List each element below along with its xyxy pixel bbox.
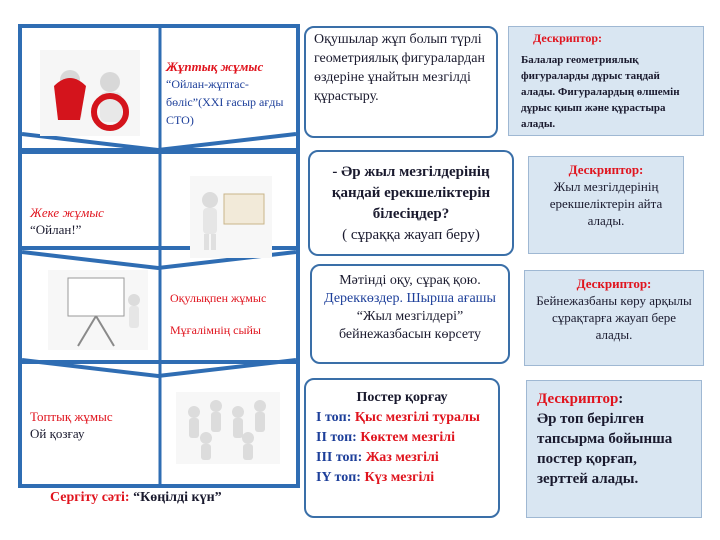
row1-sub-text: “Ойлан-жұптас-бөліс”(XXI ғасыр ағды СТО): [166, 77, 284, 127]
row3-line3: “Жыл мезгілдері” бейнежазбасын көрсету: [338, 309, 482, 342]
row3-line2: Дереккөздер. Шырша ағашы: [324, 291, 496, 306]
row3-desc-body: Бейнежазбаны көру арқылы сұрақтарға жауап бере алады.: [536, 293, 692, 342]
row4-task-box: [304, 378, 500, 518]
row2-desc-title: Дескриптор:: [568, 162, 644, 177]
row4-desc-title: Дескриптор: [537, 391, 619, 407]
row3-left-title: [170, 290, 300, 338]
group-list: [316, 408, 488, 488]
row2-title-text: Жеке жұмыс: [30, 205, 104, 220]
row3-descriptor-box: [524, 270, 704, 366]
presenter-icon: [190, 176, 272, 258]
red-figures-icon: [40, 50, 140, 136]
row3-title-text: Оқулықпен жұмыс: [170, 291, 267, 305]
row4-left-title: [30, 408, 160, 442]
presenter-board-image: [190, 176, 272, 258]
row3-sub-text: Мұғалімнің сыйы: [170, 323, 261, 337]
footer-value: “Көңілді күн”: [133, 490, 222, 505]
row1-left-title: [166, 58, 296, 129]
row4-title-text: Топтық жұмыс: [30, 409, 113, 424]
row3-line1: Мәтінді оқу, сұрақ қою.: [339, 273, 481, 288]
row1-desc-title: Дескриптор:: [533, 31, 603, 45]
row4-desc-title-line: [537, 389, 691, 409]
row4-descriptor-box: [526, 380, 702, 518]
row2-dash: -: [332, 164, 342, 180]
row3-desc-title: Дескриптор:: [576, 276, 652, 291]
teamwork-figures-image: [40, 50, 140, 136]
group-people-icon: [176, 392, 280, 464]
easel-board-image: [48, 270, 148, 350]
row3-task-box: [310, 264, 510, 364]
group-item: II топ: Көктем мезгілі: [316, 430, 456, 445]
row1-title-text: Жұптық жұмыс: [166, 59, 264, 74]
row2-desc-body: Жыл мезгілдерінің ерекшеліктерін айта алады.: [549, 179, 663, 228]
row4-desc-body: Әр топ берілген тапсырма бойынша постер қорғап, зерттей алады.: [537, 411, 673, 487]
row2-question: Әр жыл мезгілдерінің қандай ерекшеліктерін білесіңдер?: [331, 164, 491, 222]
row2-note-text: ( сұраққа жауап беру): [342, 227, 480, 243]
row2-question-text: [316, 162, 506, 225]
easel-icon: [48, 270, 148, 350]
row2-left-title: [30, 204, 160, 238]
footer-line: [50, 490, 300, 506]
row1-descriptor-box: [508, 26, 704, 136]
row2-sub-text: “Ойлан!”: [30, 222, 82, 237]
row4-desc-colon: :: [618, 391, 624, 407]
group-item: I топ: Қыс мезгілі туралы: [316, 410, 480, 425]
footer-label: Сергіту сәті:: [50, 490, 130, 505]
group-figures-image: [176, 392, 280, 464]
row1-desc-body: Балалар геометриялық фигураларды дұрыс таңдай алады. Фигуралардың өлшемін дұрыс қиып және құрастыра алады.: [521, 54, 680, 130]
group-item: IY топ: Күз мезгілі: [316, 470, 435, 485]
row1-task-text: Оқушылар жұп болып түрлі геометриялық фигуралардан өздеріне ұнайтын мезгілді құрастыру.: [314, 32, 485, 104]
row4-sub-text: Ой қозғау: [30, 426, 85, 441]
row2-task-box: [308, 150, 514, 256]
row4-task-title: Постер қорғау: [356, 390, 448, 405]
row2-descriptor-box: [528, 156, 684, 254]
row1-task-box: [304, 26, 498, 138]
group-item: III топ: Жаз мезгілі: [316, 450, 439, 465]
